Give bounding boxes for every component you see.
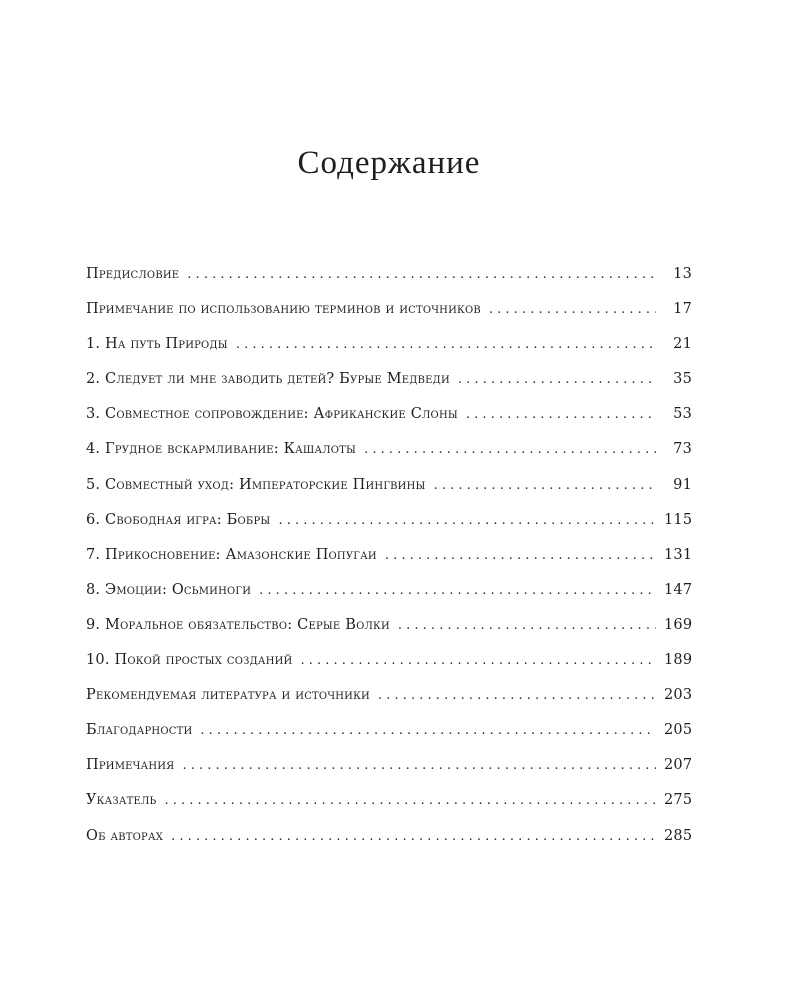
dot-leader (182, 758, 656, 773)
toc-entry[interactable] (86, 617, 692, 652)
toc-entry-page: 189 (664, 652, 693, 669)
toc-entry-page: 207 (664, 757, 693, 774)
dot-leader (164, 793, 656, 808)
toc-entry-title: Примечание по использованию терминов и источников (86, 301, 481, 318)
toc-entry-title: 4. Грудное вскармливание: Кашалоты (86, 441, 357, 458)
toc-entry-title: 10. Покой простых созданий (86, 652, 293, 669)
toc-list (86, 266, 692, 863)
dot-leader (398, 618, 656, 633)
dot-leader (187, 267, 656, 282)
toc-entry-page: 131 (664, 546, 693, 563)
dot-leader (171, 829, 656, 844)
toc-entry-title: Примечания (86, 757, 175, 774)
toc-entry[interactable] (86, 792, 692, 827)
toc-entry-page: 35 (673, 371, 692, 388)
toc-entry-page: 275 (664, 792, 693, 809)
toc-entry[interactable] (86, 301, 692, 336)
toc-entry-page: 169 (664, 616, 693, 633)
toc-entry[interactable] (86, 406, 692, 441)
dot-leader (385, 548, 656, 563)
toc-entry[interactable] (86, 828, 692, 863)
toc-entry[interactable] (86, 582, 692, 617)
toc-entry-title: 7. Прикосновение: Амазонские Попугаи (86, 546, 377, 563)
toc-entry-page: 147 (664, 581, 693, 598)
toc-entry-title: 9. Моральное обязательство: Серые Волки (86, 616, 390, 633)
dot-leader (466, 407, 656, 422)
toc-entry[interactable] (86, 722, 692, 757)
toc-entry-page: 17 (673, 301, 692, 318)
toc-entry-page: 203 (664, 687, 693, 704)
page-title: Содержание (297, 145, 481, 181)
toc-entry-page: 13 (673, 266, 692, 282)
toc-entry-page: 91 (673, 476, 692, 493)
toc-entry-title: Благодарности (86, 722, 193, 739)
toc-entry-page: 53 (673, 406, 692, 423)
toc-entry-title: Предисловие (86, 266, 180, 282)
dot-leader (378, 688, 656, 703)
toc-entry[interactable] (86, 336, 692, 371)
toc-entry-page: 205 (664, 722, 693, 739)
toc-entry-page: 21 (673, 336, 692, 353)
toc-entry[interactable] (86, 547, 692, 582)
toc-entry[interactable] (86, 266, 692, 301)
toc-entry-title: 6. Свободная игра: Бобры (86, 511, 271, 528)
toc-entry[interactable] (86, 512, 692, 547)
toc-entry[interactable] (86, 687, 692, 722)
toc-entry-title: 2. Следует ли мне заводить детей? Бурые Медведи (86, 371, 450, 388)
toc-entry-page: 73 (673, 441, 692, 458)
toc-entry-title: Указатель (86, 792, 157, 809)
toc-entry-title: 1. На путь Природы (86, 336, 228, 353)
toc-entry-title: 8. Эмоции: Осьминоги (86, 581, 252, 598)
toc-entry[interactable] (86, 441, 692, 476)
dot-leader (434, 478, 656, 493)
toc-entry-title: Рекомендуемая литература и источники (86, 687, 370, 704)
dot-leader (200, 723, 656, 738)
toc-entry[interactable] (86, 757, 692, 792)
toc-entry-title: Об авторах (86, 827, 164, 844)
dot-leader (489, 302, 656, 317)
toc-entry[interactable] (86, 652, 692, 687)
toc-entry[interactable] (86, 371, 692, 406)
dot-leader (300, 653, 656, 668)
toc-entry-page: 285 (664, 827, 693, 844)
dot-leader (236, 337, 656, 352)
dot-leader (278, 513, 656, 528)
toc-entry-title: 3. Совместное сопровождение: Африканские Слоны (86, 406, 458, 423)
toc-entry-title: 5. Совместный уход: Императорские Пингвины (86, 476, 426, 493)
dot-leader (364, 442, 656, 457)
dot-leader (458, 372, 656, 387)
dot-leader (259, 583, 656, 598)
toc-entry[interactable] (86, 477, 692, 512)
toc-entry-page: 115 (664, 511, 693, 528)
